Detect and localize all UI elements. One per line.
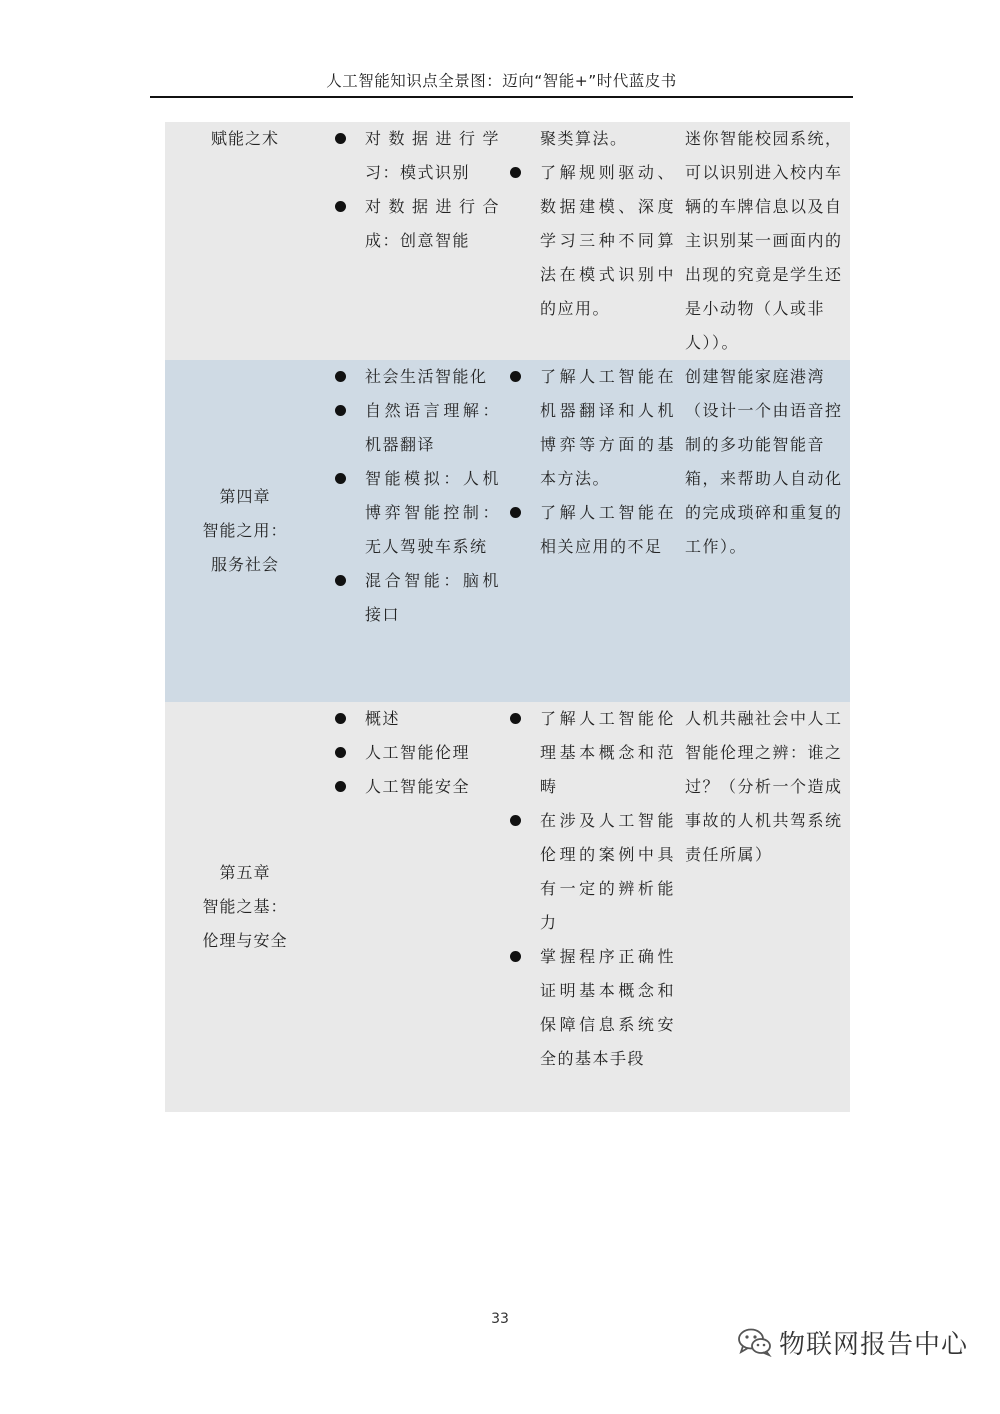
bullet-icon <box>335 133 346 144</box>
watermark-text: 物联网报告中心 <box>778 1329 968 1360</box>
chapter-title: 智能之基： <box>202 897 288 916</box>
list-item: 人工智能安全 <box>329 770 500 804</box>
bullet-icon <box>335 371 346 382</box>
list-item: 智能模拟：人机博弈智能控制：无人驾驶车系统 <box>329 462 500 564</box>
chapter-cell <box>165 702 325 1112</box>
bullet-icon <box>335 575 346 586</box>
list-item: 了解规则驱动、数据建模、深度学习三种不同算法在模式识别中的应用。 <box>504 156 675 326</box>
list-item: 对数据进行学习：模式识别 <box>329 122 500 190</box>
list-item: 在涉及人工智能伦理的案例中具有一定的辨析能力 <box>504 804 675 940</box>
chapter-cell <box>165 360 325 702</box>
topics-cell <box>325 360 500 702</box>
chapter-title: 赋能之术 <box>210 129 279 148</box>
list-item: 了解人工智能在机器翻译和人机博弈等方面的基本方法。 <box>504 360 675 496</box>
curriculum-table <box>165 122 850 1112</box>
list-item: 人工智能伦理 <box>329 736 500 770</box>
bullet-icon <box>335 781 346 792</box>
chapter-number: 第五章 <box>219 863 271 882</box>
list-item: 了解人工智能在相关应用的不足 <box>504 496 675 564</box>
chapter-subtitle: 伦理与安全 <box>202 931 288 950</box>
table-row <box>165 360 850 702</box>
project-text: 创建智能家庭港湾（设计一个由语音控制的多功能智能音箱，来帮助人自动化的完成琐碎和重复的工作）。 <box>685 367 843 556</box>
page-header <box>150 66 853 98</box>
bullet-icon <box>510 713 521 724</box>
bullet-icon <box>335 201 346 212</box>
list-item: 自然语言理解：机器翻译 <box>329 394 500 462</box>
chapter-subtitle: 服务社会 <box>210 555 279 574</box>
list-item: 概述 <box>329 702 500 736</box>
bullet-icon <box>510 507 521 518</box>
list-item: 社会生活智能化 <box>329 360 500 394</box>
chapter-number: 第四章 <box>219 487 271 506</box>
header-title: 人工智能知识点全景图：迈向“智能+”时代蓝皮书 <box>326 72 677 90</box>
list-item: 了解人工智能伦理基本概念和范畴 <box>504 702 675 804</box>
page-number: 33 <box>491 1311 509 1327</box>
objectives-cell <box>500 360 675 702</box>
bullet-icon <box>335 713 346 724</box>
bullet-icon <box>510 951 521 962</box>
bullet-icon <box>335 473 346 484</box>
bullet-icon <box>510 371 521 382</box>
project-cell <box>675 702 850 1112</box>
watermark <box>737 1322 968 1362</box>
bullet-icon <box>510 167 521 178</box>
list-item: 掌握程序正确性证明基本概念和保障信息系统安全的基本手段 <box>504 940 675 1076</box>
bullet-icon <box>335 747 346 758</box>
bullet-icon <box>335 405 346 416</box>
chapter-title: 智能之用： <box>202 521 288 540</box>
project-text: 迷你智能校园系统，可以识别进入校内车辆的车牌信息以及自主识别某一画面内的出现的究竟是学生还是小动物（人或非人））。 <box>685 129 843 352</box>
list-item: 对数据进行合成：创意智能 <box>329 190 500 258</box>
chapter-cell <box>165 122 325 360</box>
project-cell <box>675 122 850 360</box>
table-row <box>165 702 850 1112</box>
topics-cell <box>325 122 500 360</box>
project-text: 人机共融社会中人工智能伦理之辨：谁之过？（分析一个造成事故的人机共驾系统责任所属） <box>685 709 843 864</box>
table-row <box>165 122 850 360</box>
wechat-icon <box>737 1327 773 1357</box>
objective-continuation: 聚类算法。 <box>540 129 628 148</box>
bullet-icon <box>510 815 521 826</box>
objectives-cell <box>500 702 675 1112</box>
project-cell <box>675 360 850 702</box>
list-item: 混合智能：脑机接口 <box>329 564 500 632</box>
objectives-cell <box>500 122 675 360</box>
topics-cell <box>325 702 500 1112</box>
